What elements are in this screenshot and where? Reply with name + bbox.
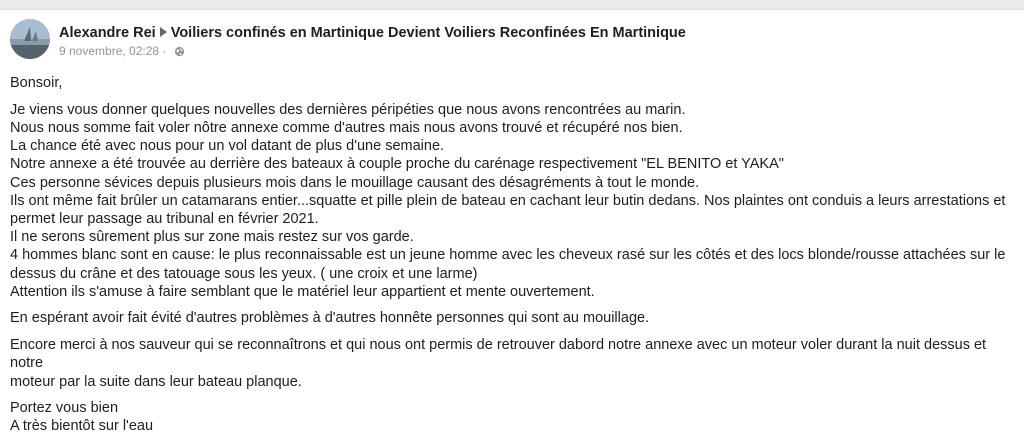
post-text-line: moteur par la suite dans leur bateau planque. bbox=[10, 373, 302, 390]
post-text-line: 4 hommes blanc sont en cause: le plus reconnaissable est un jeune homme avec les cheveux rasé sur les côtés et des locs blonde/rousse attachées sur le bbox=[10, 247, 1006, 264]
post-title bbox=[59, 25, 686, 41]
post-text-line: Ils ont même fait brûler un catamarans entier...squatte et pille plein de bateau en cachant leur butin dedans. Nos plaintes ont conduis a leurs arrestations et bbox=[10, 192, 1006, 209]
author-link[interactable]: Alexandre Rei bbox=[59, 25, 156, 41]
post-text-line: Je viens vous donner quelques nouvelles des dernières péripéties que nous avons rencontrées au marin. bbox=[10, 101, 686, 118]
post-body bbox=[10, 74, 1010, 444]
post-text-line: Bonsoir, bbox=[10, 75, 63, 91]
post-paragraph bbox=[10, 309, 1010, 327]
top-bar bbox=[0, 0, 1024, 10]
post-text-line: Ces personne sévices depuis plusieurs mois dans le mouillage causant des désagréments à tout le monde. bbox=[10, 174, 700, 191]
post-text-line: La chance été avec nous pour un vol datant de plus d'une semaine. bbox=[10, 138, 445, 155]
post-paragraph bbox=[10, 399, 1010, 435]
timestamp[interactable]: 9 novembre, 02:28 bbox=[59, 44, 160, 58]
post-text-line: A très bientôt sur l'eau bbox=[10, 418, 154, 435]
post-text-line: Notre annexe a été trouvée au derrière des bateaux à couple proche du carénage respectivement "EL BENITO et YAKA" bbox=[10, 156, 784, 173]
post-text-line: Attention ils s'amuse à faire semblant que le matériel leur appartient et mente ouvertement. bbox=[10, 283, 595, 300]
post-paragraph bbox=[10, 74, 1010, 92]
globe-icon[interactable] bbox=[174, 46, 185, 60]
post-text-line: dessus du crâne et des tatouage sous les yeux. ( une croix et une larme) bbox=[10, 265, 478, 282]
avatar[interactable] bbox=[10, 19, 50, 59]
group-link[interactable]: Voiliers confinés en Martinique Devient Voiliers Reconfinées En Martinique bbox=[170, 25, 686, 41]
post-meta bbox=[59, 44, 185, 60]
post-paragraph bbox=[10, 336, 1010, 391]
post-text-line: Encore merci à nos sauveur qui se reconnaîtrons et qui nous ont permis de retrouver dabord notre annexe avec un moteur voler durant la nuit dessus et notre bbox=[10, 337, 987, 372]
meta-separator: · bbox=[162, 44, 167, 58]
post-text-line: En espérant avoir fait évité d'autres problèmes à d'autres honnête personnes qui sont au mouillage. bbox=[10, 310, 650, 327]
post-text-line: Il ne serons sûrement plus sur zone mais restez sur vos garde. bbox=[10, 229, 414, 246]
post-header bbox=[10, 19, 1010, 61]
post-text-line: permet leur passage au tribunal en février 2021. bbox=[10, 210, 319, 227]
post-text-line: Nous nous somme fait voler nôtre annexe comme d'autres mais nous avons trouvé et récupéré nos bien. bbox=[10, 119, 683, 136]
post-text-line: Portez vous bien bbox=[10, 400, 119, 417]
share-arrow-icon bbox=[160, 27, 167, 37]
post-paragraph bbox=[10, 101, 1010, 301]
avatar-photo-icon bbox=[10, 19, 50, 59]
